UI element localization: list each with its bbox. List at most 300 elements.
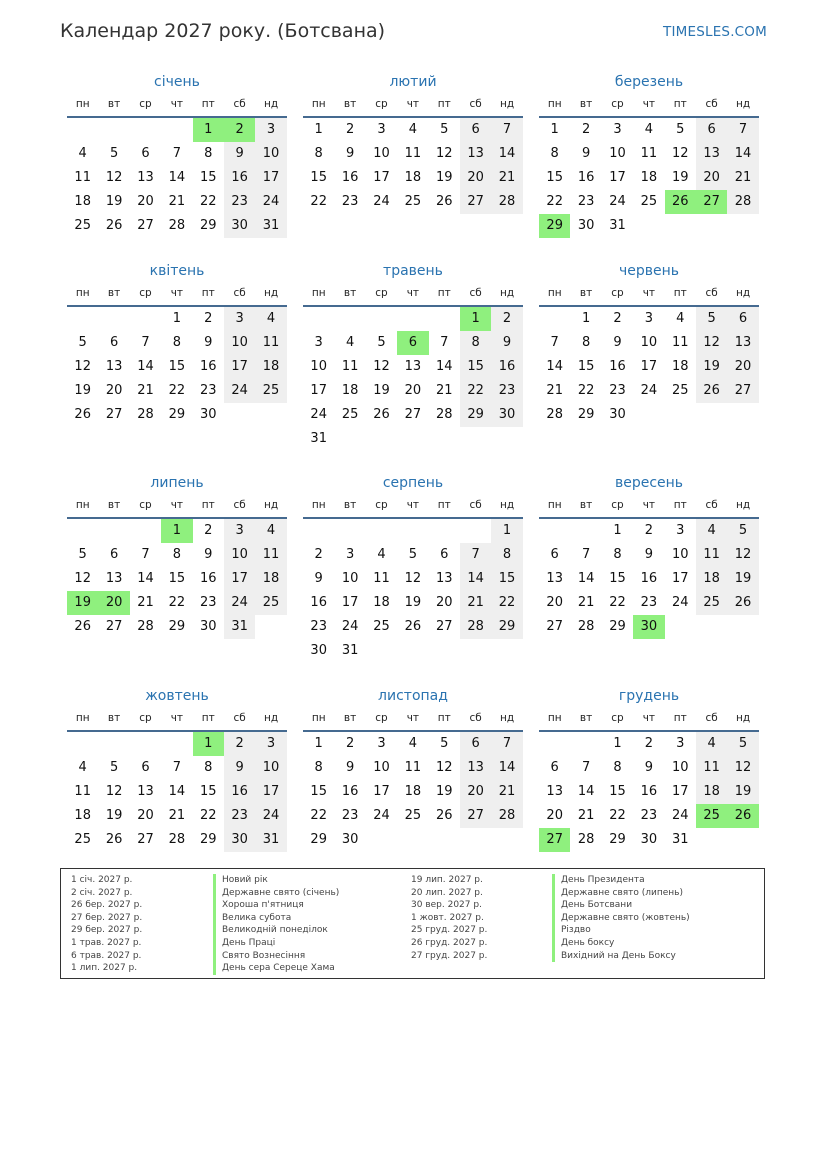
day-cell: 1 <box>613 523 622 538</box>
day-cell: 13 <box>404 359 422 374</box>
day-cell: 10 <box>255 756 286 780</box>
empty-cell <box>334 307 365 331</box>
day-cell: 27 <box>727 379 758 403</box>
day-cell: 5 <box>78 335 87 350</box>
day-cell: 16 <box>199 359 217 374</box>
month-name: лютий <box>389 74 437 90</box>
legend-holiday-name: Велика субота <box>213 912 339 925</box>
weekday-label: пн <box>311 712 326 724</box>
day-cell: 13 <box>435 571 453 586</box>
day-cell: 28 <box>168 832 186 847</box>
weekday-label: сб <box>233 98 246 110</box>
day-cell: 16 <box>224 166 255 190</box>
day-cell: 4 <box>345 335 355 350</box>
day-cell: 22 <box>577 383 595 398</box>
weekday-label: пн <box>311 287 326 299</box>
day-cell: 7 <box>581 547 591 562</box>
empty-cell <box>130 519 161 543</box>
day-cell: 12 <box>696 331 727 355</box>
day-cell: 10 <box>224 543 255 567</box>
holiday-legend <box>60 868 765 979</box>
month-calendar <box>303 686 523 852</box>
day-cell: 24 <box>224 379 255 403</box>
month-calendar <box>539 473 759 639</box>
day-cell: 26 <box>105 218 123 233</box>
weekday-label: чт <box>406 499 420 511</box>
day-cell: 25 <box>671 383 689 398</box>
day-cell: 10 <box>255 142 286 166</box>
day-cell: 9 <box>644 760 653 775</box>
day-cell: 23 <box>199 595 217 610</box>
day-cell: 6 <box>141 146 150 161</box>
day-cell: 22 <box>460 379 491 403</box>
legend-date: 6 трав. 2027 р. <box>71 950 142 961</box>
day-cell: 8 <box>314 760 323 775</box>
month-name: січень <box>154 74 200 90</box>
legend-dates-left <box>71 874 142 975</box>
day-cell: 19 <box>105 808 123 823</box>
day-cell: 26 <box>435 808 453 823</box>
day-cell: 17 <box>310 383 327 398</box>
empty-cell <box>366 519 397 543</box>
day-cell: 9 <box>613 335 622 350</box>
day-cell: 4 <box>255 519 286 543</box>
day-cell: 11 <box>373 571 390 586</box>
day-cell: 2 <box>204 523 213 538</box>
day-cell: 20 <box>696 166 727 190</box>
day-cell: 25 <box>696 591 727 615</box>
day-cell: 11 <box>255 331 286 355</box>
day-cell: 11 <box>404 146 422 161</box>
weekday-label: сб <box>469 499 482 511</box>
legend-date: 1 лип. 2027 р. <box>71 963 138 974</box>
day-cell: 9 <box>224 142 255 166</box>
day-cell: 12 <box>105 170 123 185</box>
day-cell: 25 <box>74 218 91 233</box>
day-cell: 31 <box>255 214 286 238</box>
day-cell: 3 <box>377 736 386 751</box>
weekday-label: пн <box>311 499 326 511</box>
day-cell: 16 <box>640 784 658 799</box>
day-cell: 15 <box>168 359 186 374</box>
day-cell: 16 <box>577 170 595 185</box>
day-cell: 19 <box>671 170 689 185</box>
day-cell: 13 <box>546 571 563 586</box>
day-cell: 27 <box>460 190 491 214</box>
day-cell: 23 <box>199 383 217 398</box>
empty-cell <box>98 118 129 142</box>
day-cell: 2 <box>491 307 522 331</box>
weekday-label: сб <box>705 712 718 724</box>
day-cell: 14 <box>137 359 154 374</box>
day-cell: 20 <box>137 808 154 823</box>
day-cell: 11 <box>671 335 689 350</box>
legend-date: 20 лип. 2027 р. <box>411 887 483 898</box>
weekday-label: вт <box>107 712 121 724</box>
day-cell: 3 <box>676 736 685 751</box>
weekday-label: ср <box>611 287 624 299</box>
day-cell: 12 <box>74 571 91 586</box>
weekday-label: нд <box>263 98 279 110</box>
empty-cell <box>98 732 129 756</box>
day-cell: 25 <box>255 591 286 615</box>
day-cell: 2 <box>314 547 323 562</box>
day-cell: 3 <box>613 122 622 137</box>
day-cell: 2 <box>644 523 653 538</box>
legend-holiday-name: День сера Сереце Хама <box>213 962 339 975</box>
day-cell: 2 <box>581 122 591 137</box>
day-cell: 17 <box>255 166 286 190</box>
day-cell: 24 <box>224 591 255 615</box>
day-cell: 22 <box>310 808 327 823</box>
day-cell: 14 <box>577 784 595 799</box>
day-cell: 8 <box>491 543 522 567</box>
weekday-label: пт <box>201 499 215 511</box>
weekday-label: ср <box>611 712 624 724</box>
holiday-day-cell: 1 <box>161 519 192 543</box>
day-cell: 9 <box>644 547 653 562</box>
day-cell: 11 <box>255 543 286 567</box>
weekday-label: сб <box>233 712 246 724</box>
day-cell: 29 <box>460 403 491 427</box>
day-cell: 16 <box>341 170 359 185</box>
day-cell: 15 <box>199 170 217 185</box>
day-cell: 1 <box>314 736 323 751</box>
weekday-label: ср <box>139 287 152 299</box>
empty-cell <box>67 732 98 756</box>
day-cell: 19 <box>404 595 422 610</box>
weekday-label: пн <box>75 287 90 299</box>
day-cell: 16 <box>224 780 255 804</box>
day-cell: 27 <box>546 619 563 634</box>
day-cell: 15 <box>577 359 595 374</box>
weekday-label: чт <box>642 499 656 511</box>
day-cell: 26 <box>435 194 453 209</box>
day-cell: 18 <box>74 194 91 209</box>
day-cell: 24 <box>373 194 390 209</box>
day-cell: 5 <box>408 547 417 562</box>
day-cell: 4 <box>255 307 286 331</box>
day-cell: 6 <box>550 547 559 562</box>
day-cell: 14 <box>168 784 186 799</box>
legend-holiday-name: День Праці <box>213 937 339 950</box>
day-cell: 24 <box>671 595 689 610</box>
legend-holiday-name: Свято Вознесіння <box>213 950 339 963</box>
month-name: серпень <box>382 475 444 491</box>
empty-cell <box>539 519 570 543</box>
day-cell: 12 <box>671 146 689 161</box>
legend-holiday-name: Різдво <box>552 924 690 937</box>
weekday-label: сб <box>469 98 482 110</box>
day-cell: 8 <box>204 146 213 161</box>
weekday-label: чт <box>406 712 420 724</box>
day-cell: 11 <box>74 784 91 799</box>
day-cell: 29 <box>577 407 595 422</box>
day-cell: 20 <box>404 383 422 398</box>
day-cell: 28 <box>491 804 522 828</box>
month-calendar <box>67 72 287 238</box>
day-cell: 29 <box>609 832 626 847</box>
empty-cell <box>334 519 365 543</box>
day-cell: 9 <box>224 756 255 780</box>
day-cell: 21 <box>168 194 186 209</box>
day-cell: 11 <box>640 146 658 161</box>
month-calendar <box>539 686 759 852</box>
day-cell: 7 <box>727 118 758 142</box>
legend-date: 25 груд. 2027 р. <box>411 925 488 936</box>
empty-cell <box>98 307 129 331</box>
empty-cell <box>366 307 397 331</box>
day-cell: 1 <box>172 311 181 326</box>
day-cell: 27 <box>404 407 422 422</box>
empty-cell <box>429 307 460 331</box>
day-cell: 19 <box>696 355 727 379</box>
empty-cell <box>67 307 98 331</box>
day-cell: 25 <box>404 194 422 209</box>
month-name: вересень <box>614 475 684 491</box>
month-calendar <box>303 261 523 451</box>
day-cell: 30 <box>224 828 255 852</box>
day-cell: 3 <box>224 519 255 543</box>
day-cell: 9 <box>581 146 591 161</box>
day-cell: 8 <box>581 335 591 350</box>
weekday-label: ср <box>139 499 152 511</box>
day-cell: 30 <box>224 214 255 238</box>
day-cell: 14 <box>577 571 595 586</box>
day-cell: 5 <box>727 519 758 543</box>
day-cell: 15 <box>609 571 626 586</box>
weekday-label: пн <box>547 287 562 299</box>
month-name: березень <box>614 74 684 90</box>
day-cell: 5 <box>377 335 386 350</box>
day-cell: 24 <box>255 190 286 214</box>
weekday-label: вт <box>107 499 121 511</box>
weekday-label: вт <box>579 499 593 511</box>
day-cell: 22 <box>546 194 563 209</box>
day-cell: 15 <box>491 567 522 591</box>
brand-logo[interactable]: TIMESLES.COM <box>663 24 767 40</box>
weekday-label: пт <box>673 98 687 110</box>
day-cell: 29 <box>491 615 522 639</box>
day-cell: 4 <box>78 146 87 161</box>
day-cell: 18 <box>404 170 422 185</box>
weekday-label: сб <box>469 287 482 299</box>
day-cell: 4 <box>696 732 727 756</box>
weekday-label: сб <box>233 287 246 299</box>
day-cell: 15 <box>199 784 217 799</box>
day-cell: 28 <box>727 190 758 214</box>
legend-date: 29 бер. 2027 р. <box>71 925 143 936</box>
holiday-day-cell: 1 <box>193 118 224 142</box>
legend-date: 27 груд. 2027 р. <box>411 950 488 961</box>
empty-cell <box>460 519 491 543</box>
day-cell: 25 <box>640 194 658 209</box>
empty-cell <box>161 118 192 142</box>
weekday-label: пт <box>437 499 451 511</box>
month-name: травень <box>383 263 443 279</box>
empty-cell <box>67 118 98 142</box>
day-cell: 20 <box>137 194 154 209</box>
month-name: червень <box>618 263 680 279</box>
day-cell: 21 <box>137 383 154 398</box>
holiday-day-cell: 25 <box>696 804 727 828</box>
weekday-label: чт <box>642 712 656 724</box>
day-cell: 1 <box>613 736 622 751</box>
weekday-label: нд <box>735 712 751 724</box>
day-cell: 7 <box>440 335 449 350</box>
day-cell: 4 <box>377 547 386 562</box>
day-cell: 4 <box>408 122 417 137</box>
day-cell: 24 <box>341 619 359 634</box>
day-cell: 19 <box>105 194 123 209</box>
day-cell: 3 <box>676 523 685 538</box>
day-cell: 25 <box>255 379 286 403</box>
day-cell: 29 <box>199 218 217 233</box>
weekday-label: ср <box>375 98 388 110</box>
day-cell: 27 <box>105 619 123 634</box>
empty-cell <box>539 732 570 756</box>
day-cell: 30 <box>310 643 327 658</box>
weekday-label: нд <box>263 287 279 299</box>
month-calendar <box>67 261 287 427</box>
day-cell: 7 <box>141 547 150 562</box>
day-cell: 14 <box>727 142 758 166</box>
weekday-label: пт <box>673 287 687 299</box>
day-cell: 9 <box>345 760 355 775</box>
day-cell: 6 <box>141 760 150 775</box>
weekday-label: чт <box>642 287 656 299</box>
day-cell: 31 <box>224 615 255 639</box>
weekday-label: пн <box>75 499 90 511</box>
day-cell: 23 <box>577 194 595 209</box>
day-cell: 21 <box>546 383 563 398</box>
day-cell: 14 <box>435 359 453 374</box>
day-cell: 12 <box>435 146 453 161</box>
weekday-label: нд <box>499 98 515 110</box>
day-cell: 19 <box>435 784 453 799</box>
day-cell: 10 <box>640 335 658 350</box>
day-cell: 14 <box>460 567 491 591</box>
weekday-label: пн <box>311 98 326 110</box>
day-cell: 31 <box>341 643 359 658</box>
day-cell: 8 <box>172 547 181 562</box>
day-cell: 31 <box>310 431 327 446</box>
day-cell: 22 <box>168 383 186 398</box>
day-cell: 28 <box>137 407 154 422</box>
day-cell: 19 <box>727 780 758 804</box>
day-cell: 29 <box>609 619 626 634</box>
day-cell: 10 <box>671 760 689 775</box>
day-cell: 6 <box>109 335 119 350</box>
day-cell: 17 <box>609 170 626 185</box>
day-cell: 14 <box>491 756 522 780</box>
day-cell: 26 <box>727 591 758 615</box>
day-cell: 22 <box>199 808 217 823</box>
empty-cell <box>130 307 161 331</box>
day-cell: 8 <box>172 335 181 350</box>
day-cell: 14 <box>168 170 186 185</box>
day-cell: 5 <box>109 146 119 161</box>
day-cell: 19 <box>727 567 758 591</box>
day-cell: 13 <box>105 359 123 374</box>
legend-dates-right <box>411 874 487 962</box>
legend-date: 19 лип. 2027 р. <box>411 875 483 885</box>
day-cell: 5 <box>727 732 758 756</box>
weekday-label: пт <box>201 98 215 110</box>
day-cell: 18 <box>671 359 689 374</box>
month-calendar <box>539 72 759 238</box>
day-cell: 8 <box>550 146 559 161</box>
weekday-label: нд <box>499 287 515 299</box>
day-cell: 21 <box>168 808 186 823</box>
day-cell: 23 <box>640 808 658 823</box>
day-cell: 26 <box>373 407 390 422</box>
day-cell: 16 <box>609 359 626 374</box>
day-cell: 28 <box>491 190 522 214</box>
day-cell: 7 <box>141 335 150 350</box>
day-cell: 10 <box>310 359 327 374</box>
day-cell: 21 <box>137 595 154 610</box>
weekday-label: ср <box>611 98 624 110</box>
day-cell: 9 <box>204 335 213 350</box>
day-cell: 5 <box>696 307 727 331</box>
day-cell: 17 <box>373 170 390 185</box>
month-name: грудень <box>618 688 680 704</box>
empty-cell <box>130 118 161 142</box>
empty-cell <box>67 519 98 543</box>
weekday-label: вт <box>343 98 357 110</box>
day-cell: 20 <box>460 166 491 190</box>
day-cell: 1 <box>314 122 323 137</box>
day-cell: 19 <box>435 170 453 185</box>
day-cell: 21 <box>727 166 758 190</box>
day-cell: 7 <box>581 760 591 775</box>
day-cell: 18 <box>74 808 91 823</box>
legend-date: 1 січ. 2027 р. <box>71 875 133 885</box>
day-cell: 17 <box>671 784 689 799</box>
day-cell: 7 <box>491 118 522 142</box>
holiday-day-cell: 2 <box>224 118 255 142</box>
holiday-day-cell: 1 <box>460 307 491 331</box>
weekday-label: нд <box>263 499 279 511</box>
day-cell: 4 <box>78 760 87 775</box>
day-cell: 11 <box>404 760 422 775</box>
day-cell: 13 <box>546 784 563 799</box>
weekday-label: ср <box>139 712 152 724</box>
empty-cell <box>397 519 428 543</box>
day-cell: 23 <box>341 194 359 209</box>
day-cell: 11 <box>696 756 727 780</box>
day-cell: 2 <box>204 311 213 326</box>
day-cell: 11 <box>696 543 727 567</box>
weekday-label: вт <box>579 287 593 299</box>
legend-holiday-name: День Ботсвани <box>552 899 690 912</box>
day-cell: 11 <box>341 359 359 374</box>
day-cell: 3 <box>224 307 255 331</box>
day-cell: 26 <box>74 619 91 634</box>
weekday-label: сб <box>705 98 718 110</box>
weekday-label: сб <box>469 712 482 724</box>
day-cell: 15 <box>460 355 491 379</box>
day-cell: 13 <box>460 756 491 780</box>
day-cell: 13 <box>727 331 758 355</box>
weekday-label: сб <box>233 499 246 511</box>
holiday-day-cell: 27 <box>539 828 570 852</box>
legend-holiday-name: Державне свято (січень) <box>213 887 339 900</box>
weekday-label: ср <box>139 98 152 110</box>
day-cell: 7 <box>172 760 181 775</box>
day-cell: 19 <box>373 383 390 398</box>
